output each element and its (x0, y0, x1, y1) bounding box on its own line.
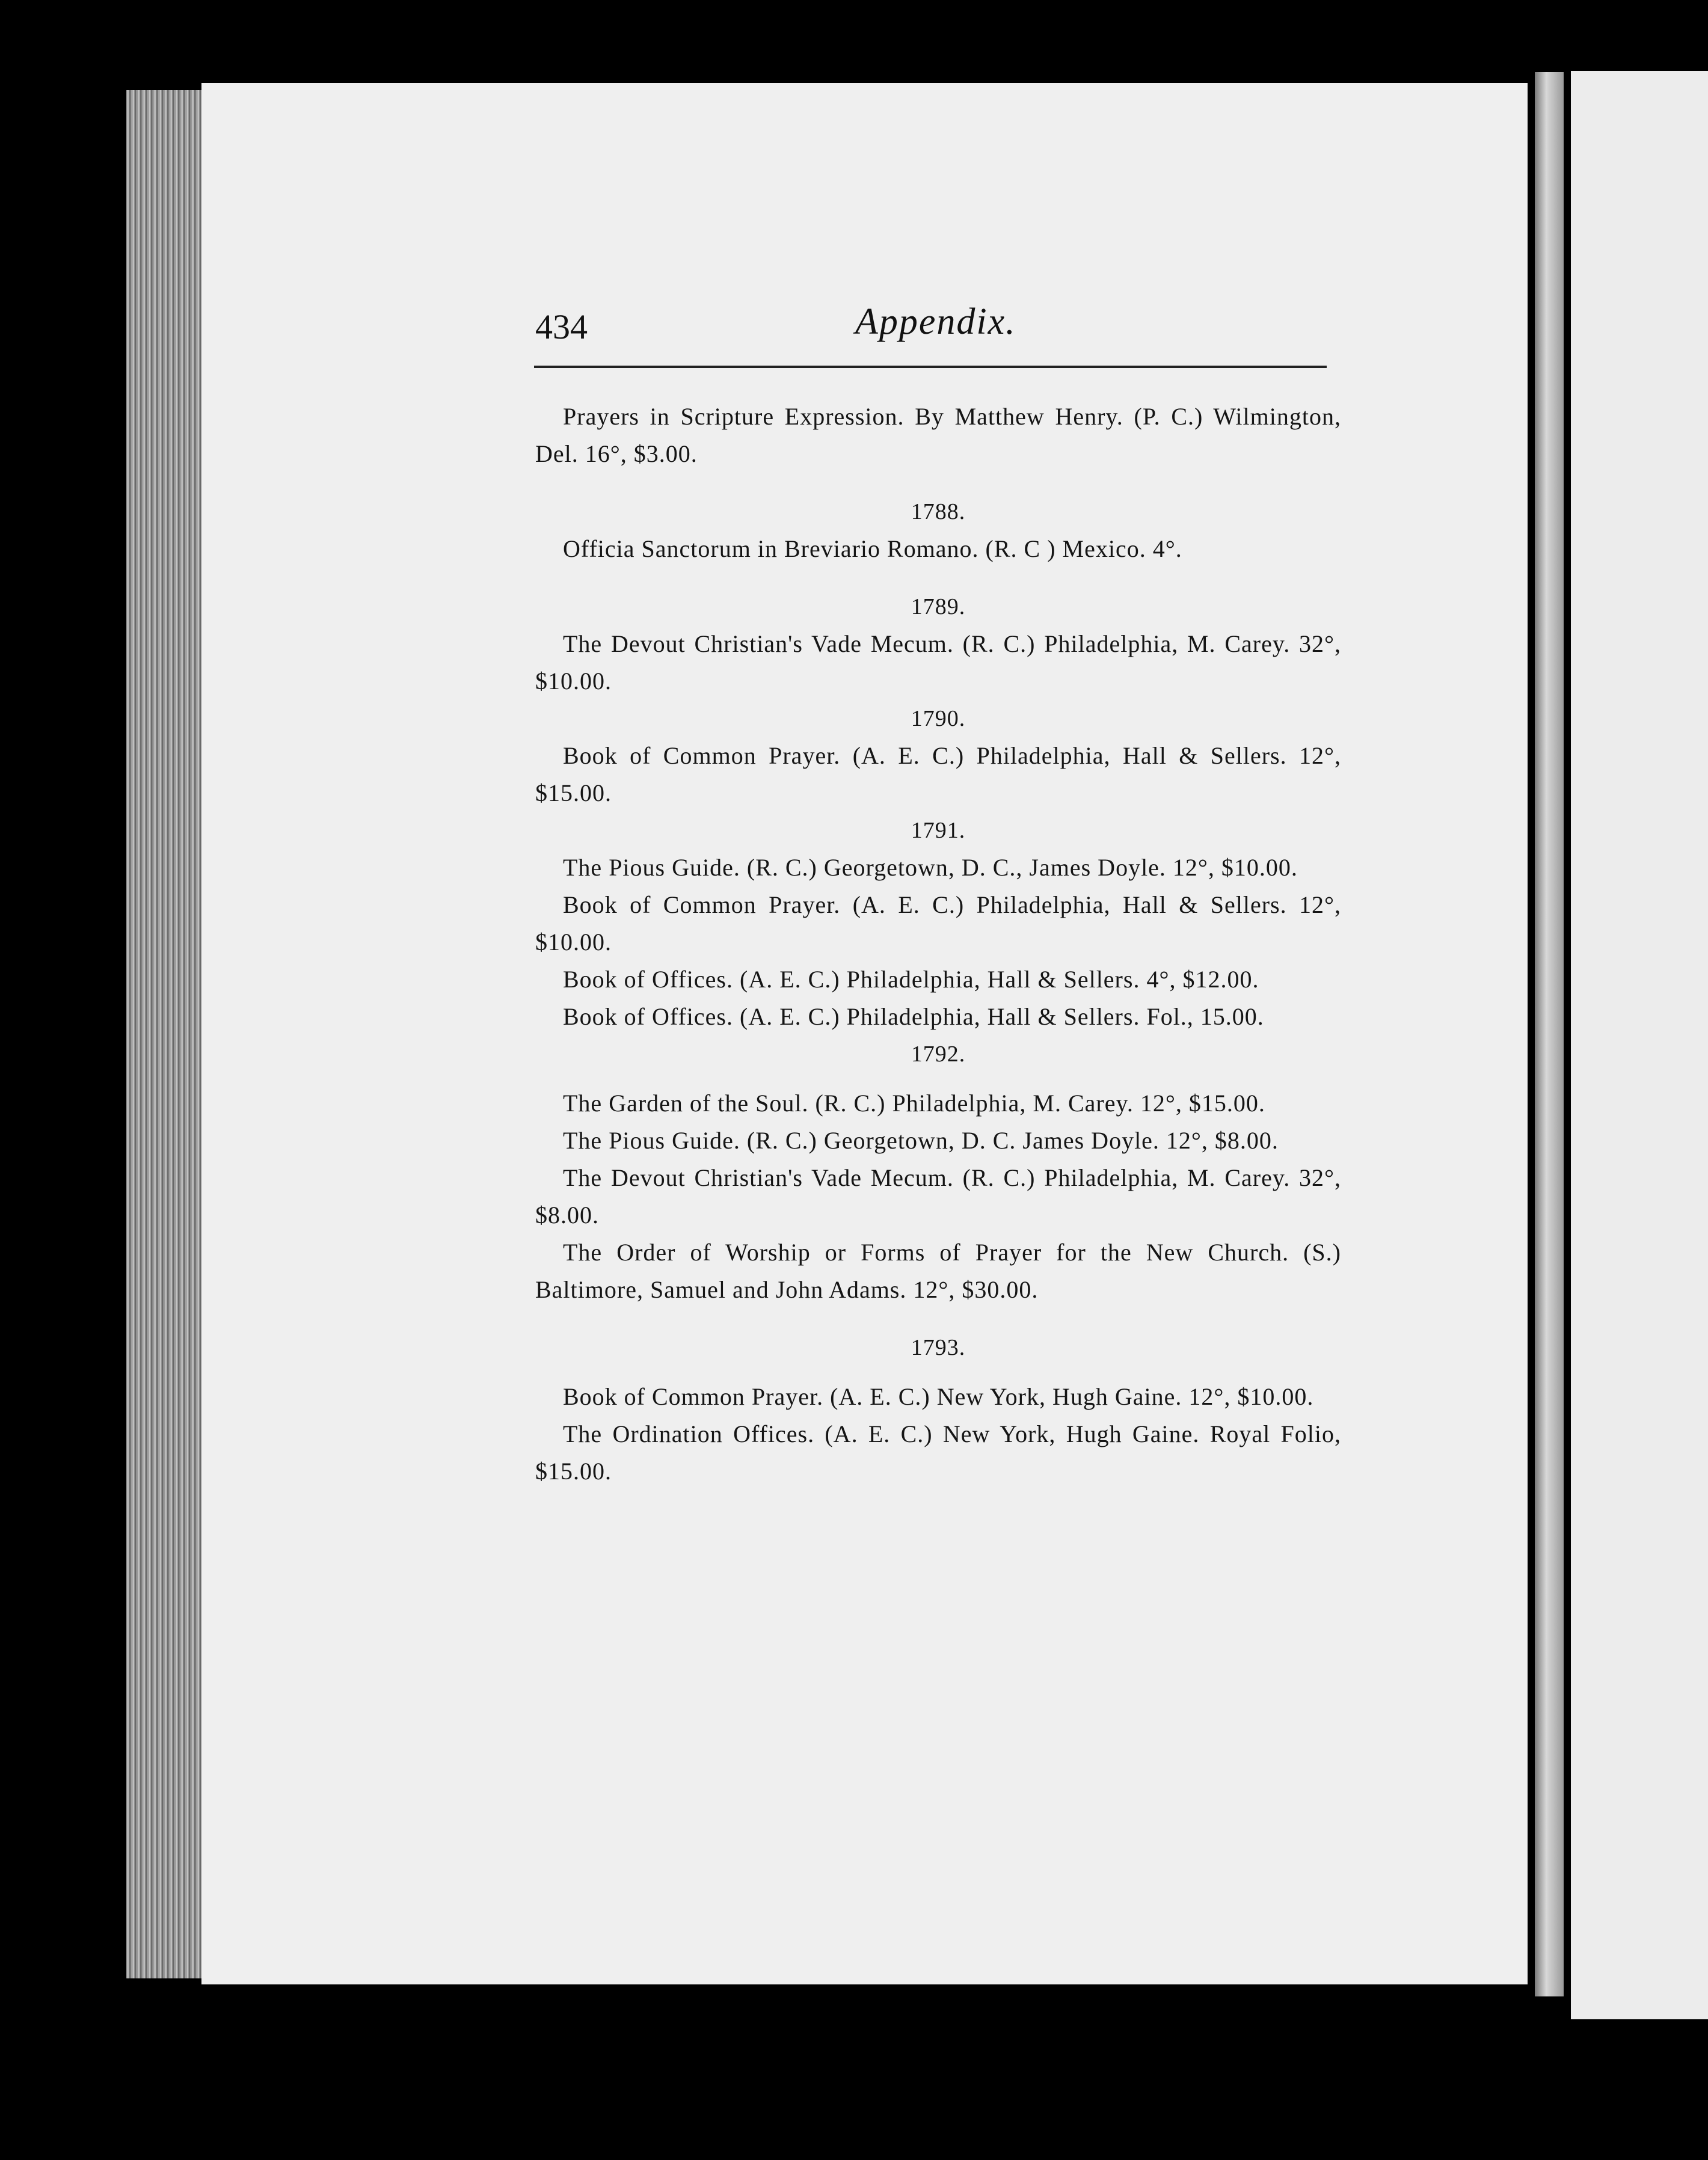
year-heading-1792: 1792. (911, 1042, 966, 1067)
entry-pious-guide-1791: The Pious Guide. (R. C.) Georgetown, D. C., James Doyle. 12°, $10.00. (563, 854, 1298, 881)
entry-book-of-common-prayer-1793: Book of Common Prayer. (A. E. C.) New York, Hugh Gaine. 12°, $10.00. (563, 1383, 1314, 1410)
running-head (534, 301, 1327, 355)
running-title: Appendix. (855, 301, 1016, 342)
year-heading-1791: 1791. (911, 818, 966, 843)
entry-book-of-offices-folio: Book of Offices. (A. E. C.) Philadelphia, Hall & Sellers. Fol., 15.00. (563, 1003, 1264, 1030)
entry-garden-of-the-soul: The Garden of the Soul. (R. C.) Philadelphia, M. Carey. 12°, $15.00. (563, 1090, 1265, 1117)
entry-order-of-worship: The Order of Worship or Forms of Prayer for the New Church. (S.) Baltimore, Samuel and John Adams. 12°, $30.00. (535, 1239, 1341, 1303)
year-heading-1789: 1789. (911, 594, 966, 619)
facing-page-edge (1571, 71, 1708, 2019)
entry-book-of-common-prayer-1790: Book of Common Prayer. (A. E. C.) Philadelphia, Hall & Sellers. 12°, $15.00. (535, 742, 1341, 806)
entry-devout-christian-1792: The Devout Christian's Vade Mecum. (R. C.) Philadelphia, M. Carey. 32°, $8.00. (535, 1164, 1341, 1229)
entry-prayers-in-scripture: Prayers in Scripture Expression. By Matthew Henry. (P. C.) Wilmington, Del. 16°, $3.00. (535, 403, 1341, 467)
book-gutter (1535, 72, 1564, 1996)
entry-devout-christian-1789: The Devout Christian's Vade Mecum. (R. C.) Philadelphia, M. Carey. 32°, $10.00. (535, 630, 1341, 695)
page-number: 434 (535, 307, 588, 346)
header-rule (534, 366, 1327, 368)
entry-officia-sanctorum: Officia Sanctorum in Breviario Romano. (R. C ) Mexico. 4°. (563, 535, 1182, 562)
year-heading-1788: 1788. (911, 499, 966, 524)
appendix-body (535, 398, 1341, 1490)
entry-pious-guide-1792: The Pious Guide. (R. C.) Georgetown, D. C. James Doyle. 12°, $8.00. (563, 1127, 1279, 1154)
entry-ordination-offices: The Ordination Offices. (A. E. C.) New York, Hugh Gaine. Royal Folio, $15.00. (535, 1420, 1341, 1485)
entry-book-of-common-prayer-1791: Book of Common Prayer. (A. E. C.) Philadelphia, Hall & Sellers. 12°, $10.00. (535, 891, 1341, 956)
year-heading-1790: 1790. (911, 706, 966, 731)
year-heading-1793: 1793. (911, 1335, 966, 1360)
book-page-edges (126, 90, 201, 1978)
entry-book-of-offices-quarto: Book of Offices. (A. E. C.) Philadelphia, Hall & Sellers. 4°, $12.00. (563, 966, 1259, 993)
